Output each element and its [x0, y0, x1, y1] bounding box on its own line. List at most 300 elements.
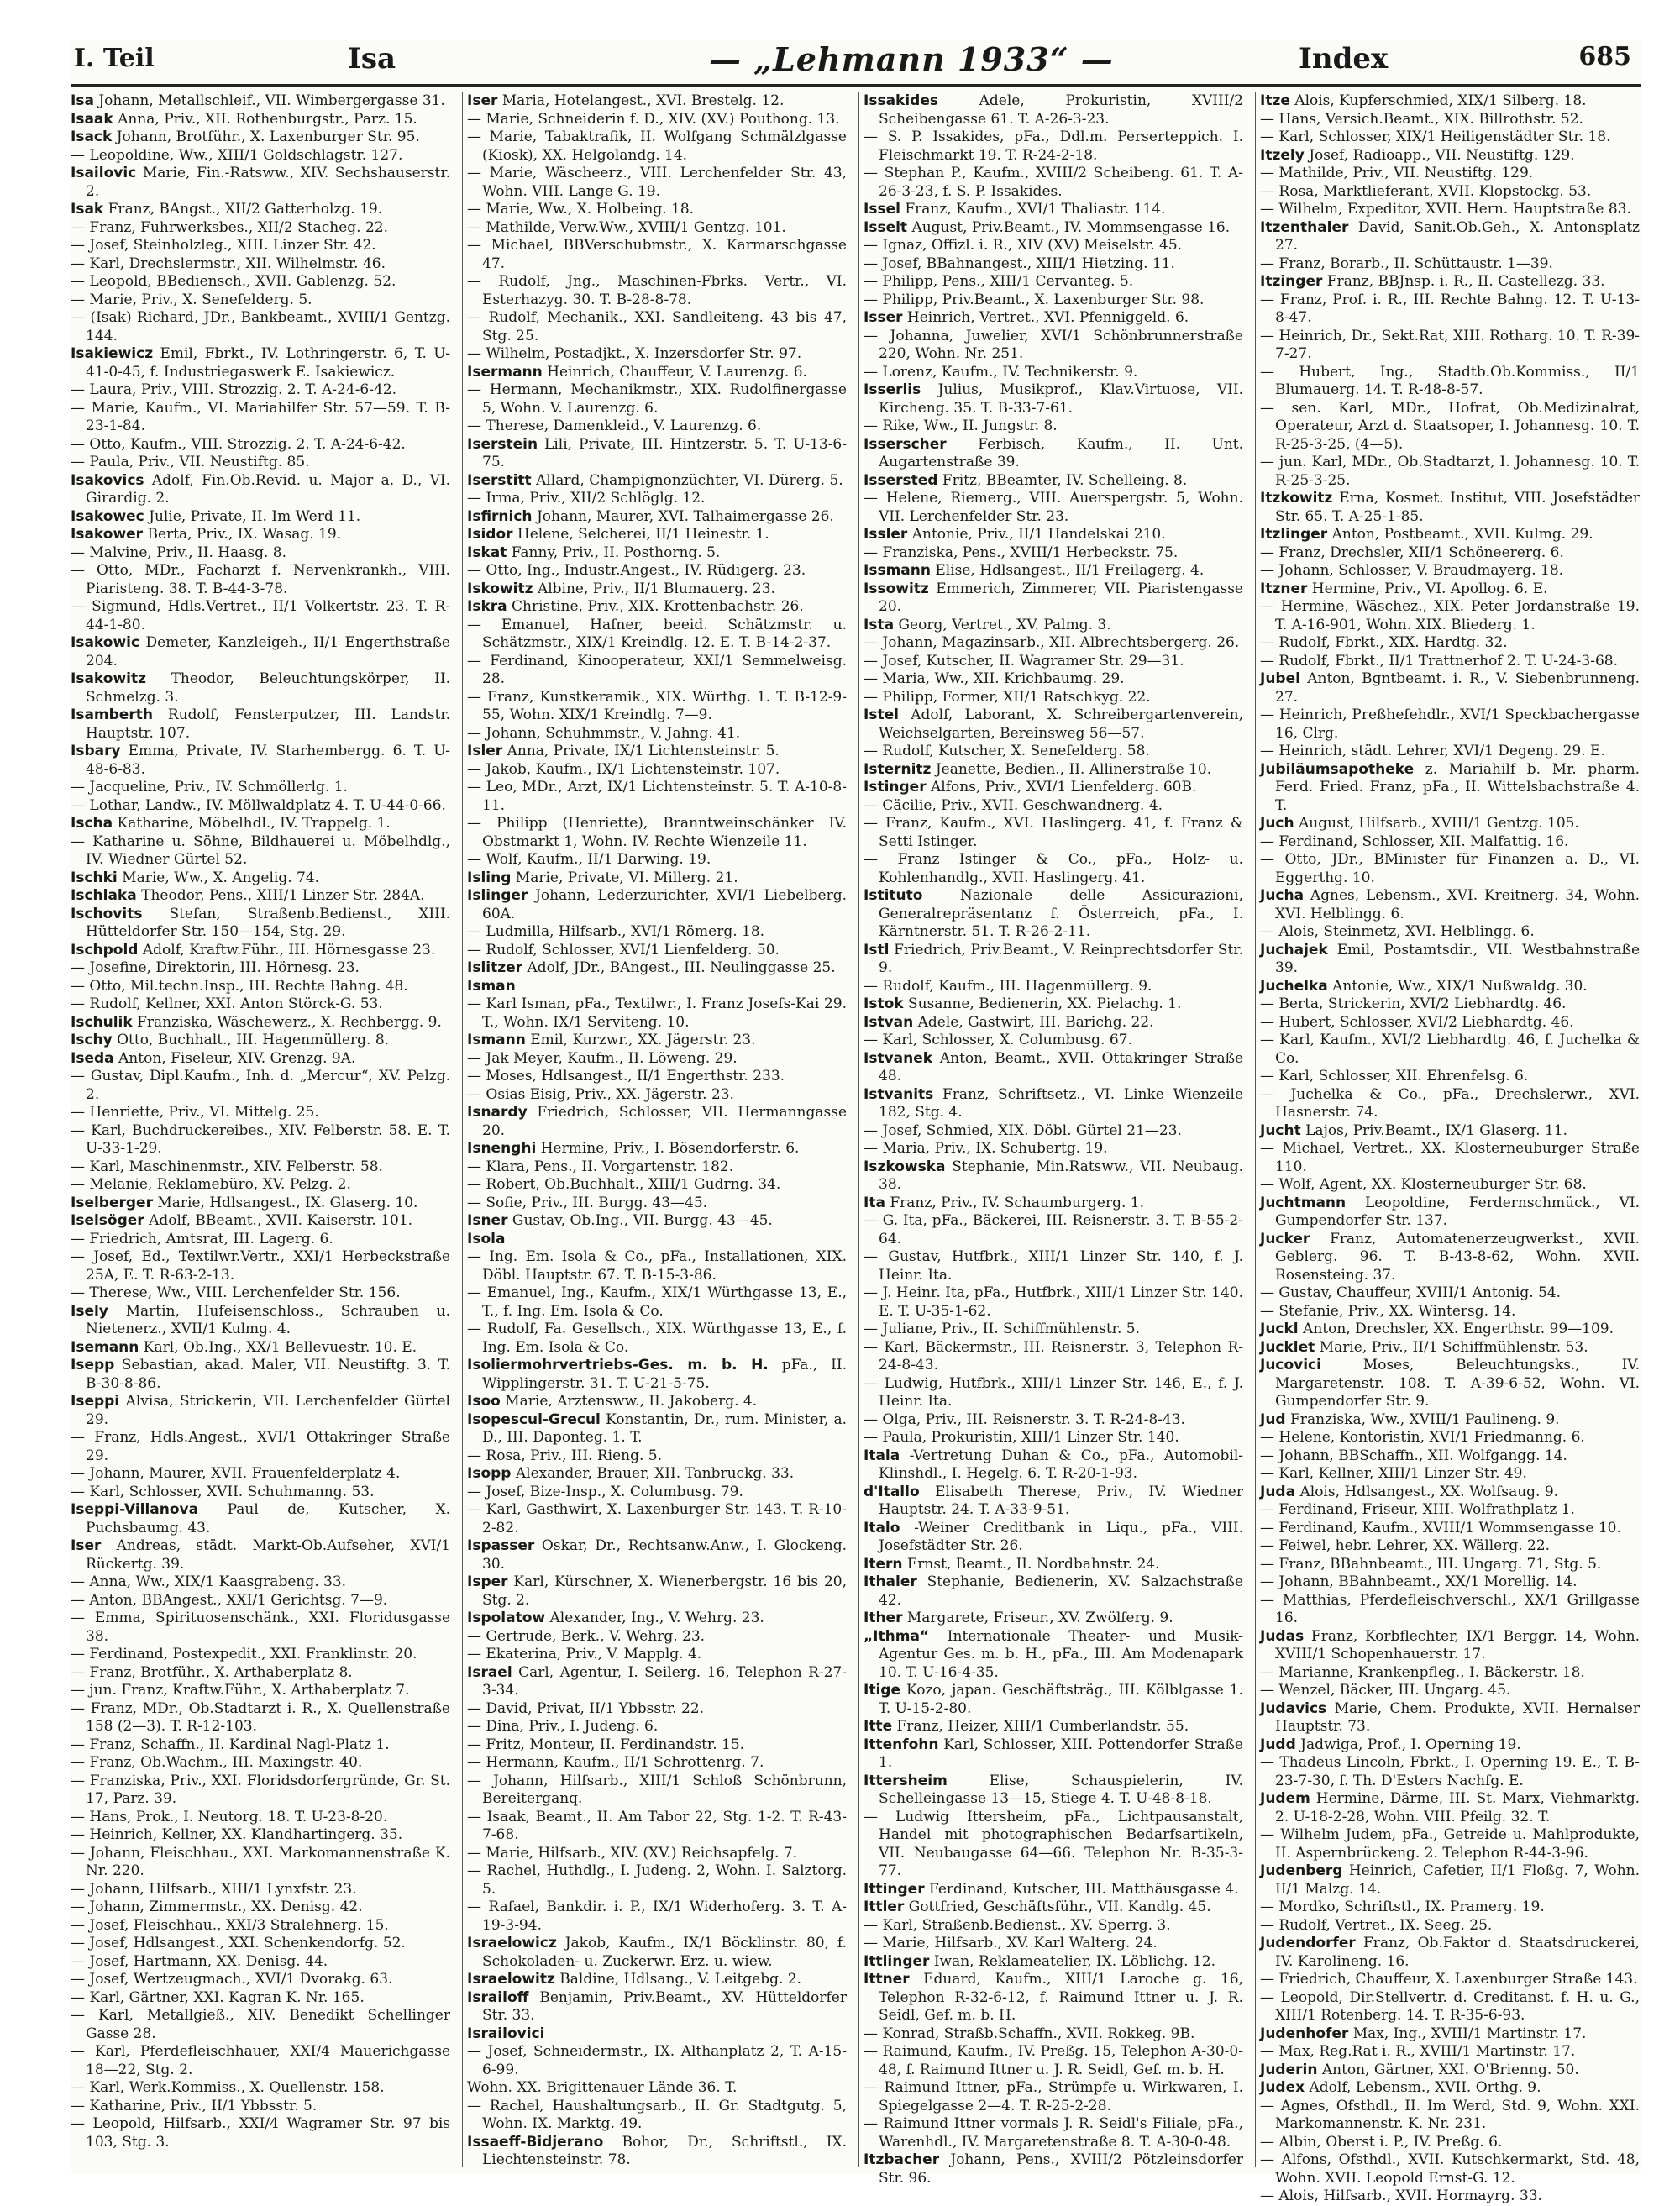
directory-entry: [71, 1465, 450, 1484]
entry-details: — Ignaz, Offizl. i. R., XIV (XV) Meiselstr. 45.: [864, 237, 1183, 254]
entry-details: — Osias Eisig, Priv., XX. Jägerstr. 23.: [467, 1085, 734, 1103]
entry-details: Emil, Kurzwr., XX. Jägerstr. 23.: [530, 1032, 756, 1048]
entry-details: Max, Ing., XVIII/1 Martinstr. 17.: [1352, 2025, 1587, 2042]
entry-details: — Wilhelm Judem, pFa., Getreide u. Mahlprodukte, II. Aspernbrückeng. 2. Telephon R-44-3-96.: [1260, 1826, 1640, 1862]
entry-details: — Karl, Schlosser, XII. Ehrenfelsg. 6.: [1260, 1068, 1529, 1085]
entry-details: Alois, Hdlsangest., XX. Wolfsaug. 9.: [1299, 1483, 1559, 1500]
directory-entry: [1260, 92, 1640, 111]
entry-details: Erna, Kosmet. Institut, VIII. Josefstädter Str. 65. T. A-25-1-85.: [1275, 490, 1641, 525]
directory-entry: [71, 1826, 450, 1845]
entry-surname: Israiloff: [467, 1988, 529, 2006]
entry-details: Eduard, Kaufm., XIII/1 Laroche g. 16, Telephon R-32-6-12, f. Raimund Ittner u. J. R. Seidl, Gef. m. b. H.: [879, 1971, 1243, 2024]
directory-entry: [467, 1231, 847, 1249]
entry-details: Adolf, Fin.Ob.Revid. u. Major a. D., VI. Girardig. 2.: [86, 471, 451, 507]
directory-entry: [71, 436, 450, 454]
directory-entry: [467, 92, 847, 111]
directory-entry: [864, 1248, 1243, 1284]
entry-details: — Rike, Ww., II. Jungstr. 8.: [864, 418, 1058, 434]
entry-details: Franz, Priv., IV. Schaumburgerg. 1.: [890, 1194, 1144, 1211]
directory-entry: [467, 1284, 847, 1321]
entry-surname: Istl: [864, 941, 890, 959]
directory-entry: [71, 1357, 450, 1393]
entry-details: Marie, Priv., II/1 Schiffmühlenstr. 53.: [1319, 1338, 1588, 1356]
entry-details: Stephanie, Bedienerin, XV. Salzachstraße 42.: [879, 1573, 1243, 1609]
directory-entry: [1260, 743, 1640, 761]
entry-surname: Isakovics: [71, 471, 144, 489]
entry-details: Hermine, Priv., I. Bösendorferstr. 6.: [540, 1140, 800, 1157]
directory-entry: [71, 2079, 450, 2098]
directory-entry: [864, 942, 1243, 978]
entry-details: — Rudolf, Schlosser, XVI/1 Lienfelderg. 50.: [467, 941, 780, 959]
entry-details: — Hermann, Kaufm., II/1 Schrottenrg. 7.: [467, 1754, 764, 1771]
directory-entry: [864, 1610, 1243, 1628]
entry-details: Jakob, Kaufm., IX/1 Böcklinstr. 80, f. Schokoladen- u. Zuckerwr. Erz. u. wiew.: [482, 1935, 848, 1970]
directory-entry: [467, 779, 847, 815]
directory-entry: [1260, 1573, 1640, 1592]
entry-details: Heinrich, Cafetier, II/1 Floßg. 7, Wohn. II/1 Malzg. 14.: [1275, 1862, 1641, 1898]
entry-details: Marie, Fin.-Ratsww., XIV. Sechshauserstr. 2.: [86, 165, 450, 200]
directory-entry: [71, 454, 450, 472]
entry-details: Franz, Kaufm., XVI/1 Thaliastr. 114.: [905, 201, 1166, 218]
column-2: [467, 92, 847, 2167]
directory-entry: [864, 92, 1243, 129]
directory-entry: [467, 1862, 847, 1899]
entry-details: — G. Ita, pFa., Bäckerei, III. Reisnerstr. 3. T. B-55-2-64.: [864, 1212, 1243, 1247]
entry-surname: Iselsöger: [71, 1212, 144, 1229]
entry-details: — Johann, Maurer, XVII. Frauenfelderplatz 4.: [71, 1465, 401, 1482]
entry-details: — Juchelka & Co., pFa., Drechslerwr., XVI. Hasnerstr. 74.: [1260, 1085, 1640, 1121]
directory-columns: [71, 92, 1641, 2204]
entry-details: Moses, Beleuchtungsks., IV. Margaretenstr. 108. T. A-39-6-52, Wohn. VI. Gumpendorfer Str. 9.: [1275, 1357, 1640, 1410]
directory-entry: [71, 1881, 450, 1899]
entry-details: Stefan, Straßenb.Bedienst., XIII. Hütteldorfer Str. 150—154, Stg. 29.: [86, 905, 451, 940]
entry-details: — Friedrich, Chauffeur, X. Laxenburger Straße 143.: [1260, 1971, 1638, 1988]
left-guide-word: Isa: [348, 42, 396, 76]
entry-details: Anton, Beamt., XVII. Ottakringer Straße 48.: [879, 1049, 1244, 1085]
entry-details: — Josef, Hdlsangest., XXI. Schenkendorfg. 52.: [71, 1935, 406, 1951]
directory-entry: [467, 1664, 847, 1700]
entry-details: — Jacqueline, Priv., IV. Schmöllerlg. 1.: [71, 779, 348, 796]
entry-details: — Melanie, Reklamebüro, XV. Pelzg. 2.: [71, 1176, 351, 1193]
entry-surname: Judendorfer: [1260, 1935, 1356, 1951]
directory-entry: [1260, 1700, 1640, 1736]
entry-details: Marie, Chem. Produkte, XVII. Hernalser Hauptstr. 73.: [1275, 1699, 1640, 1735]
directory-entry: [1260, 364, 1640, 400]
entry-details: Adele, Prokuristin, XVIII/2 Scheibengasse 61. T. A-26-3-23.: [879, 92, 1243, 128]
entry-details: Anton, Fiseleur, XIV. Grenzg. 9A.: [118, 1049, 356, 1067]
entry-details: — Stephan P., Kaufm., XVIII/2 Scheibeng. 61. T. A-26-3-23, f. S. P. Issakides.: [864, 165, 1243, 200]
entry-details: — Ing. Em. Isola & Co., pFa., Installationen, XIX. Döbl. Hauptstr. 67. T. B-15-3-86.: [467, 1248, 847, 1284]
directory-entry: [864, 490, 1243, 526]
directory-entry: [1260, 1032, 1640, 1068]
entry-details: — Dina, Priv., I. Judeng. 6.: [467, 1718, 659, 1735]
entry-details: Martin, Hufeisenschloss., Schrauben u. Nietenerz., XVII/1 Kulmg. 4.: [86, 1302, 451, 1337]
entry-details: — Karl, Gasthwirt, X. Laxenburger Str. 143. T. R-10-2-82.: [467, 1501, 847, 1536]
entry-details: — Karl, Drechslermstr., XII. Wilhelmstr. 46.: [71, 255, 386, 272]
directory-entry: [1260, 1899, 1640, 1917]
entry-surname: Isser: [864, 309, 903, 326]
entry-details: — Laura, Priv., VIII. Strozzig. 2. T. A-24-6-42.: [71, 381, 397, 398]
directory-entry: [864, 1321, 1243, 1339]
directory-entry: [864, 1411, 1243, 1430]
directory-entry: [71, 381, 450, 400]
entry-surname: Isepp: [71, 1357, 115, 1373]
entry-surname: Jud: [1260, 1410, 1286, 1428]
entry-details: — Anna, Ww., XIX/1 Kaasgrabeng. 33.: [71, 1573, 347, 1590]
entry-details: Johann, Maurer, XVI. Talhaimergasse 26.: [536, 507, 834, 525]
entry-surname: Israilovici: [467, 2025, 545, 2042]
directory-entry: [467, 1754, 847, 1773]
entry-details: — Henriette, Priv., VI. Mittelg. 25.: [71, 1104, 319, 1121]
directory-entry: [864, 1971, 1243, 2025]
entry-surname: Isoliermohrvertriebs-Ges. m. b. H.: [467, 1357, 769, 1373]
directory-entry: [864, 436, 1243, 472]
entry-surname: Isman: [467, 977, 516, 995]
entry-surname: Ista: [864, 616, 895, 633]
entry-details: Franz, Heizer, XIII/1 Cumberlandstr. 55.: [896, 1718, 1189, 1735]
directory-entry: [1260, 328, 1640, 364]
entry-details: Adolf, JDr., BAngest., III. Neulinggasse 25.: [527, 959, 836, 976]
entry-surname: Isler: [467, 743, 503, 759]
entry-surname: Itzbacher: [864, 2151, 940, 2168]
entry-surname: Jucht: [1260, 1121, 1301, 1139]
entry-details: — Lothar, Landw., IV. Möllwaldplatz 4. T. U-44-0-66.: [71, 796, 446, 814]
entry-details: — Josef, BBahnangest., XIII/1 Hietzing. 11.: [864, 255, 1175, 272]
entry-details: — Jak Meyer, Kaufm., II. Löweng. 29.: [467, 1049, 738, 1067]
entry-details: — Alois, Hilfsarb., XVII. Hormayrg. 33.: [1260, 2188, 1542, 2204]
entry-details: Marie, Arztensww., II. Jakoberg. 4.: [505, 1393, 758, 1410]
entry-details: — Heinrich, Kellner, XX. Klandhartingerg. 35.: [71, 1826, 403, 1843]
entry-details: Karl, Ob.Ing., XX/1 Bellevuestr. 10. E.: [143, 1338, 417, 1356]
entry-surname: Isper: [467, 1573, 508, 1590]
entry-details: Wohn. XX. Brigittenauer Lände 36. T.: [467, 2079, 738, 2096]
directory-entry: [71, 237, 450, 255]
entry-surname: Ischpold: [71, 941, 139, 959]
directory-entry: [71, 562, 450, 598]
directory-entry: [71, 1682, 450, 1700]
entry-surname: Iserstitt: [467, 471, 532, 489]
directory-entry: [71, 201, 450, 219]
directory-entry: [1260, 490, 1640, 526]
entry-details: — Rudolf, Fa. Gesellsch., XIX. Würthgasse 13, E., f. Ing. Em. Isola & Co.: [467, 1321, 847, 1356]
directory-entry: [467, 508, 847, 527]
entry-surname: Isakiewicz: [71, 345, 154, 362]
directory-entry: [1260, 1736, 1640, 1755]
entry-surname: Judem: [1260, 1790, 1310, 1807]
entry-details: Margarete, Friseur., XV. Zwölferg. 9.: [906, 1610, 1173, 1626]
entry-surname: Judas: [1260, 1627, 1305, 1645]
entry-details: — jun. Franz, Kraftw.Führ., X. Arthaberplatz 7.: [71, 1682, 410, 1699]
directory-entry: [864, 634, 1243, 653]
directory-entry: [467, 1573, 847, 1610]
directory-entry: [1260, 201, 1640, 219]
entry-details: pFa., II. Wipplingerstr. 31. T. U-21-5-75.: [482, 1357, 847, 1392]
entry-details: Leopoldine, Ferdernschmück., VI. Gumpendorfer Str. 137.: [1275, 1194, 1641, 1229]
directory-entry: [1260, 1754, 1640, 1790]
entry-surname: Iseppi: [71, 1393, 120, 1410]
entry-details: Paul de, Kutscher, X. Puchsbaumg. 43.: [86, 1501, 450, 1536]
directory-entry: [467, 869, 847, 888]
entry-surname: Isopescul-Grecul: [467, 1410, 601, 1428]
entry-surname: Jucker: [1260, 1230, 1310, 1247]
entry-details: — Leopold, BBediensch., XVII. Gablenzg. 52.: [71, 273, 396, 290]
entry-details: — Rudolf, Kellner, XXI. Anton Störck-G. 53.: [71, 995, 383, 1012]
directory-entry: [71, 1014, 450, 1032]
directory-entry: [71, 1754, 450, 1773]
entry-surname: Isbary: [71, 743, 121, 759]
directory-entry: [864, 1682, 1243, 1718]
entry-surname: Ispolatow: [467, 1610, 546, 1626]
directory-entry: [467, 1411, 847, 1447]
entry-surname: Islinger: [467, 887, 528, 904]
entry-details: Heinrich, Chauffeur, V. Laurenzg. 6.: [547, 363, 807, 381]
entry-details: Carl, Agentur, I. Seilerg. 16, Telephon R-27-3-34.: [482, 1663, 847, 1699]
entry-details: — Marie, Schneiderin f. D., XIV. (XV.) Pouthong. 13.: [467, 110, 840, 128]
entry-details: — Hubert, Schlosser, XVI/2 Liebhardtg. 46.: [1260, 1013, 1574, 1031]
directory-entry: [1260, 1357, 1640, 1411]
directory-entry: [71, 1573, 450, 1592]
directory-entry: [467, 1248, 847, 1284]
directory-entry: [71, 219, 450, 238]
entry-details: — Rudolf, Fbrkt., XIX. Hardtg. 32.: [1260, 634, 1508, 651]
entry-details: — Heinrich, Dr., Sekt.Rat, XIII. Rotharg. 10. T. R-39-7-27.: [1260, 327, 1640, 362]
entry-details: — Franz, Schaffn., II. Kardinal Nagl-Platz 1.: [71, 1736, 390, 1753]
directory-entry: [1260, 1303, 1640, 1321]
entry-details: — Johann, Zimmermstr., XX. Denisg. 42.: [71, 1899, 363, 1915]
right-guide-word: Index: [1299, 42, 1389, 76]
entry-surname: Isak: [71, 201, 104, 218]
entry-details: — Raimund, Kaufm., IV. Preßg. 15, Telephon A-30-0-48, f. Raimund Ittner u. J. R. Seidl, Gef. m. b. H.: [864, 2043, 1243, 2078]
directory-entry: [1260, 1682, 1640, 1700]
entry-details: — Helene, Riemerg., VIII. Auerspergstr. 5, Wohn. VII. Lerchenfelder Str. 23.: [864, 490, 1243, 525]
entry-details: — Karl, Maschinenmstr., XIV. Felberstr. 58.: [71, 1158, 383, 1175]
entry-details: Konstantin, Dr., rum. Minister, a. D., III. Daponteg. 1. T.: [482, 1410, 847, 1446]
header-rule: [71, 84, 1641, 87]
column-3: [864, 92, 1244, 2187]
directory-entry: [864, 472, 1243, 491]
directory-entry: [467, 1773, 847, 1809]
entry-surname: Isling: [467, 869, 512, 886]
entry-details: — Wilhelm, Postadjkt., X. Inzersdorfer Str. 97.: [467, 345, 802, 362]
entry-details: — Philipp, Priv.Beamt., X. Laxenburger Str. 98.: [864, 291, 1205, 308]
directory-entry: [467, 923, 847, 942]
entry-surname: Isfirnich: [467, 507, 533, 525]
entry-details: Karl, Schlosser, XIII. Pottendorfer Straße 1.: [879, 1736, 1243, 1771]
entry-details: Friedrich, Priv.Beamt., V. Reinprechtsdorfer Str. 9.: [879, 941, 1243, 976]
entry-surname: Juch: [1260, 815, 1294, 832]
entry-details: — Rudolf, Kutscher, X. Senefelderg. 58.: [864, 743, 1150, 759]
directory-entry: [467, 1104, 847, 1140]
entry-surname: Istvanits: [864, 1085, 934, 1103]
directory-entry: [1260, 544, 1640, 563]
entry-details: Jadwiga, Prof., I. Operning 19.: [1300, 1736, 1521, 1753]
directory-entry: [71, 165, 450, 201]
entry-surname: Isnenghi: [467, 1140, 537, 1157]
entry-details: — Sigmund, Hdls.Vertret., II/1 Volkertstr. 23. T. R-44-1-80.: [71, 598, 450, 633]
entry-details: — Franz, BBahnbeamt., III. Ungarg. 71, Stg. 5.: [1260, 1555, 1602, 1573]
directory-entry: [1260, 1140, 1640, 1176]
entry-details: Oskar, Dr., Rechtsanw.Anw., I. Glockeng. 30.: [482, 1537, 847, 1573]
directory-entry: [1260, 598, 1640, 634]
entry-surname: Isopp: [467, 1465, 512, 1482]
directory-entry: [71, 1917, 450, 1936]
entry-surname: Isakowic: [71, 634, 140, 651]
directory-entry: [467, 381, 847, 418]
directory-entry: [864, 670, 1243, 689]
directory-entry: [1260, 580, 1640, 599]
directory-entry: [1260, 526, 1640, 544]
entry-surname: Issakides: [864, 92, 938, 109]
directory-entry: [1260, 634, 1640, 653]
directory-entry: [864, 1935, 1243, 1953]
entry-surname: Ither: [864, 1610, 903, 1626]
directory-entry: [1260, 833, 1640, 852]
entry-details: Elise, Hdlsangest., II/1 Freilagerg. 4.: [935, 562, 1205, 579]
directory-entry: [467, 995, 847, 1032]
part-label: I. Teil: [74, 44, 155, 73]
entry-details: — Karl, Schlosser, X. Columbusg. 67.: [864, 1032, 1132, 1048]
directory-entry: [864, 1809, 1243, 1881]
entry-details: — Marie, Priv., X. Senefelderg. 5.: [71, 291, 312, 308]
entry-details: — Marianne, Krankenpfleg., I. Bäckerstr. 18.: [1260, 1663, 1585, 1681]
entry-details: — Philipp, Pens., XIII/1 Cervanteg. 5.: [864, 273, 1134, 290]
entry-details: — Josefine, Direktorin, III. Hörnesg. 23.: [71, 959, 360, 976]
entry-details: — Heinrich, Preßhefehdlr., XVI/1 Speckbachergasse 16, Clrg.: [1260, 706, 1640, 742]
directory-entry: [1260, 219, 1640, 255]
entry-details: — David, Privat, II/1 Ybbsstr. 22.: [467, 1699, 705, 1717]
entry-details: — Isaak, Beamt., II. Am Tabor 22, Stg. 1-2. T. R-43-7-68.: [467, 1808, 847, 1843]
entry-details: Alexander, Brauer, XII. Tanbruckg. 33.: [515, 1465, 795, 1482]
directory-entry: [864, 273, 1243, 292]
entry-details: — Franz, Drechsler, XII/1 Schöneererg. 6.: [1260, 544, 1564, 561]
directory-entry: [1260, 292, 1640, 328]
directory-entry: [864, 1050, 1243, 1086]
entry-surname: Itze: [1260, 92, 1290, 109]
directory-entry: [71, 1429, 450, 1465]
directory-entry: [71, 1339, 450, 1358]
directory-entry: [467, 1032, 847, 1050]
directory-entry: [864, 1014, 1243, 1032]
directory-entry: [864, 255, 1243, 274]
directory-entry: [1260, 1321, 1640, 1339]
directory-entry: [467, 1484, 847, 1502]
entry-details: — S. P. Issakides, pFa., Ddl.m. Perserteppich. I. Fleischmarkt 19. T. R-24-2-18.: [864, 129, 1243, 164]
directory-entry: [864, 995, 1243, 1014]
directory-entry: [71, 255, 450, 274]
directory-entry: [71, 1809, 450, 1827]
entry-details: — Ludmilla, Hilfsarb., XVI/1 Römerg. 18.: [467, 923, 765, 940]
directory-entry: [467, 617, 847, 653]
directory-entry: [864, 1628, 1243, 1683]
entry-details: Josef, Radioapp., VII. Neustiftg. 129.: [1309, 146, 1575, 164]
directory-entry: [864, 1284, 1243, 1321]
directory-entry: [1260, 129, 1640, 147]
entry-details: — Michael, BBVerschubmstr., X. Karmarschgasse 47.: [467, 237, 847, 272]
entry-details: — Karl, Metallgieß., XIV. Benedikt Schellinger Gasse 28.: [71, 2007, 450, 2042]
directory-entry: [864, 364, 1243, 382]
directory-entry: [1260, 400, 1640, 454]
entry-details: Johann, Pens., XVIII/2 Pötzleinsdorfer Str. 96.: [879, 2151, 1243, 2187]
directory-entry: [864, 328, 1243, 364]
entry-details: — Gustav, Dipl.Kaufm., Inh. d. „Mercur“, XV. Pelzg. 2.: [71, 1068, 450, 1103]
directory-entry: [1260, 273, 1640, 292]
directory-entry: [467, 472, 847, 491]
directory-entry: [467, 345, 847, 364]
entry-details: Antonie, Priv., II/1 Handelskai 210.: [911, 526, 1166, 543]
directory-entry: [864, 743, 1243, 761]
entry-details: — Josef, Schmied, XIX. Döbl. Gürtel 21—23.: [864, 1121, 1182, 1139]
entry-details: — Heinrich, städt. Lehrer, XVI/1 Degeng. 29. E.: [1260, 743, 1605, 759]
directory-entry: [71, 1773, 450, 1809]
entry-details: — Marie, Wäscheerz., VIII. Lerchenfelder Str. 43, Wohn. VIII. Lange G. 19.: [467, 165, 847, 200]
entry-details: Emil, Postamtsdir., VII. Westbahnstraße 39.: [1275, 941, 1640, 976]
entry-details: Karl, Kürschner, X. Wienerbergstr. 16 bis 20, Stg. 2.: [482, 1573, 847, 1609]
entry-details: — Gertrude, Berk., V. Wehrg. 23.: [467, 1627, 706, 1645]
directory-entry: [864, 237, 1243, 255]
entry-surname: „Ithma“: [864, 1627, 930, 1645]
entry-surname: Isternitz: [864, 760, 932, 778]
entry-surname: Iselberger: [71, 1194, 153, 1211]
directory-entry: [1260, 1411, 1640, 1430]
entry-surname: Isserlis: [864, 381, 921, 398]
directory-entry: [71, 833, 450, 869]
entry-surname: Iseda: [71, 1049, 114, 1067]
entry-details: Theodor, Beleuchtungskörper, II. Schmelzg. 3.: [86, 670, 450, 706]
entry-details: — Franz, Prof. i. R., III. Rechte Bahng. 12. T. U-13-8-47.: [1260, 291, 1640, 326]
entry-details: — Franz, Brotführ., X. Arthaberplatz 8.: [71, 1663, 353, 1681]
directory-entry: [1260, 653, 1640, 671]
directory-entry: [864, 617, 1243, 635]
directory-entry: [864, 1881, 1243, 1899]
entry-details: — Karl, Werk.Kommiss., X. Quellenstr. 158.: [71, 2079, 385, 2096]
directory-entry: [467, 1971, 847, 1989]
entry-surname: Isamberth: [71, 706, 153, 723]
directory-entry: [864, 779, 1243, 797]
entry-surname: Ittner: [864, 1971, 910, 1988]
directory-entry: [467, 418, 847, 436]
directory-entry: [467, 653, 847, 689]
entry-details: — Ferdinand, Kinooperateur, XXI/1 Semmelweisg. 28.: [467, 652, 847, 687]
entry-surname: Itte: [864, 1718, 893, 1735]
entry-details: Johann, Lederzurichter, XVI/1 Liebelberg. 60A.: [482, 887, 848, 922]
entry-surname: Ischovits: [71, 905, 143, 922]
entry-details: Antonie, Ww., XIX/1 Nußwaldg. 30.: [1332, 977, 1588, 995]
entry-surname: Ittersheim: [864, 1772, 948, 1789]
directory-entry: [1260, 255, 1640, 274]
entry-details: Adele, Gastwirt, III. Barichg. 22.: [917, 1013, 1154, 1031]
directory-entry: [864, 689, 1243, 707]
directory-entry: [864, 1158, 1243, 1195]
directory-entry: [71, 2043, 450, 2079]
entry-details: — Agnes, Ofsthdl., II. Im Werd, Std. 9, Wohn. XXI. Markomannenstr. K. Nr. 231.: [1260, 2097, 1640, 2132]
directory-entry: [864, 1212, 1243, 1248]
entry-surname: Istok: [864, 995, 904, 1012]
entry-details: Franz, BBJnsp. i. R., II. Castellezg. 33.: [1326, 273, 1605, 290]
entry-surname: Ismann: [467, 1032, 526, 1048]
entry-details: — Otto, MDr., Facharzt f. Nervenkrankh., VIII. Piaristeng. 38. T. B-44-3-78.: [71, 562, 450, 597]
entry-surname: Istinger: [864, 779, 927, 796]
directory-entry: [1260, 1484, 1640, 1502]
entry-details: — Josef, Schneidermstr., IX. Althanplatz 2, T. A-15-6-99.: [467, 2043, 847, 2078]
entry-surname: Issersted: [864, 471, 938, 489]
entry-details: — Franziska, Priv., XXI. Floridsdorfergründe, Gr. St. 17, Parz. 39.: [71, 1772, 450, 1807]
directory-entry: [467, 1050, 847, 1069]
directory-entry: [71, 1610, 450, 1646]
entry-details: Emmerich, Zimmerer, VII. Piaristengasse 20.: [879, 580, 1243, 615]
directory-entry: [71, 2098, 450, 2116]
directory-entry: [71, 309, 450, 345]
entry-details: Anton, Drechsler, XX. Engerthstr. 99—109.: [1303, 1321, 1614, 1337]
